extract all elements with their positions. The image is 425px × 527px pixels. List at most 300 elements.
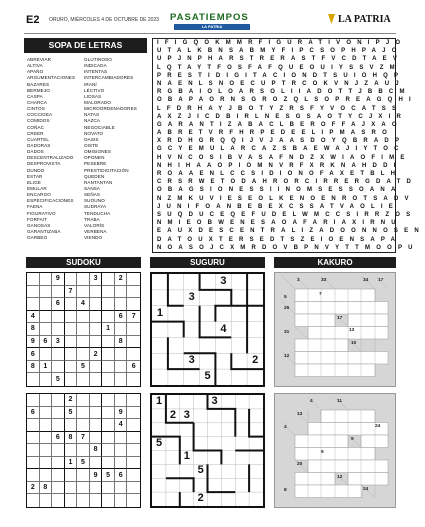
sudoku-cell[interactable]	[127, 444, 140, 457]
sudoku-puzzle-2	[26, 393, 141, 508]
sopa-word: MALORADO	[84, 99, 112, 105]
pasatiempos-logo	[166, 11, 258, 31]
sopa-word: CINTOS	[27, 106, 45, 112]
sudoku-cell[interactable]	[65, 298, 78, 311]
sudoku-cell[interactable]	[115, 323, 128, 336]
sopa-word: NOVATO	[84, 130, 104, 136]
sudoku-cell[interactable]: 6	[27, 348, 40, 361]
sopa-word: OPONEN	[84, 155, 105, 161]
sudoku-cell[interactable]: 6	[115, 469, 128, 482]
suguru-given-number: 4	[220, 322, 227, 335]
sudoku-cell[interactable]	[40, 298, 53, 311]
sudoku-cell[interactable]	[115, 348, 128, 361]
sopa-word: RANTANTAN	[84, 179, 113, 185]
sudoku-cell[interactable]: 4	[115, 419, 128, 432]
sudoku-cell[interactable]	[27, 457, 40, 470]
sudoku-cell[interactable]	[102, 394, 115, 407]
sudoku-cell[interactable]: 8	[40, 482, 53, 495]
suguru-given-number: 1	[183, 450, 190, 463]
sudoku-title: SUDOKU	[26, 257, 141, 268]
sopa-word: MICROORDENADORES	[84, 106, 137, 112]
sudoku-cell[interactable]	[77, 348, 90, 361]
sudoku-cell[interactable]	[65, 336, 78, 349]
sudoku-cell[interactable]: 5	[102, 469, 115, 482]
sudoku-cell[interactable]	[77, 273, 90, 286]
sudoku-cell[interactable]	[52, 444, 65, 457]
sudoku-cell[interactable]	[127, 432, 140, 445]
suguru-given-number: 3	[211, 394, 218, 407]
sudoku-cell[interactable]	[40, 311, 53, 324]
sudoku-cell[interactable]	[90, 336, 103, 349]
suguru-given-number: 3	[183, 408, 190, 421]
sudoku-cell[interactable]	[115, 482, 128, 495]
sopa-grid-row: HVNCOSIBVASAFNDZXWIAOFIME	[157, 154, 411, 161]
sopa-word: INDICADA	[84, 63, 107, 69]
sopa-grid-row: JUNIFOANBEBEXCSSATVAOLIE	[157, 203, 399, 210]
sopa-word: COÑAC	[27, 124, 45, 130]
sudoku-cell[interactable]	[65, 361, 78, 374]
sudoku-cell[interactable]	[102, 444, 115, 457]
sopa-words-left	[27, 57, 87, 241]
sudoku-puzzle-1	[26, 272, 141, 387]
sudoku-cell[interactable]	[65, 482, 78, 495]
sudoku-cell[interactable]	[102, 286, 115, 299]
sudoku-cell[interactable]	[77, 494, 90, 507]
sudoku-cell[interactable]	[40, 457, 53, 470]
sopa-words-right	[84, 57, 144, 241]
masthead: LA PATRIA	[338, 14, 391, 25]
kakuro-clue: 9	[321, 450, 324, 455]
suguru-given-number: 2	[169, 408, 176, 421]
sudoku-cell[interactable]	[102, 494, 115, 507]
sudoku-cell[interactable]	[27, 273, 40, 286]
sudoku-cell[interactable]: 6	[52, 298, 65, 311]
sudoku-cell[interactable]	[40, 373, 53, 386]
sudoku-cell[interactable]	[115, 394, 128, 407]
sudoku-cell[interactable]	[102, 298, 115, 311]
sopa-grid-row: IFIGQOKMMRFIGURATIVONIPJO	[157, 40, 407, 46]
sudoku-cell[interactable]	[102, 348, 115, 361]
sudoku-cell[interactable]	[102, 273, 115, 286]
sudoku-cell[interactable]	[90, 432, 103, 445]
sudoku-cell[interactable]: 6	[40, 336, 53, 349]
kakuro-clue: 4	[284, 425, 287, 430]
sudoku-cell[interactable]	[102, 361, 115, 374]
suguru-given-number: 5	[197, 464, 204, 477]
sudoku-cell[interactable]	[65, 469, 78, 482]
sudoku-cell[interactable]: 6	[52, 432, 65, 445]
sopa-grid-row: SUQDUCEQEFUDELWMCCSIRRZOS	[157, 211, 417, 218]
sudoku-cell[interactable]	[90, 482, 103, 495]
suguru-puzzle-2	[150, 393, 265, 508]
kakuro-clue: 34	[363, 278, 369, 283]
sudoku-cell[interactable]	[115, 494, 128, 507]
sopa-grid-row: AXZJICDBIRLNESGSAOTYCJXIR	[157, 113, 408, 120]
kakuro-clue: 20	[297, 462, 303, 467]
kakuro-puzzle-2	[274, 393, 396, 508]
sudoku-cell[interactable]	[77, 336, 90, 349]
sudoku-cell[interactable]: 1	[65, 457, 78, 470]
sudoku-cell[interactable]	[40, 407, 53, 420]
suguru-given-number: 3	[188, 290, 195, 303]
sudoku-cell[interactable]	[127, 494, 140, 507]
sopa-word: NEGOCIABLE	[84, 124, 115, 130]
sopa-word: NATAS	[84, 112, 100, 118]
sudoku-cell[interactable]	[127, 469, 140, 482]
kakuro-clue: 13	[349, 328, 355, 333]
sopa-grid-row: CRSRWETODAHRORCIRRERGDATD	[157, 179, 417, 186]
sudoku-cell[interactable]	[52, 361, 65, 374]
sudoku-cell[interactable]	[77, 373, 90, 386]
sudoku-cell[interactable]	[127, 286, 140, 299]
sopa-word: NAZCA	[84, 118, 101, 124]
sopa-grid-row: EAUXDESCENTRALIZADOONNOSEN	[157, 228, 425, 235]
sudoku-cell[interactable]: 2	[65, 394, 78, 407]
suguru-given-number: 3	[188, 354, 195, 367]
sudoku-cell[interactable]: 9	[115, 407, 128, 420]
sudoku-cell[interactable]	[127, 373, 140, 386]
sopa-title: SOPA DE LETRAS	[24, 38, 147, 53]
sudoku-cell[interactable]	[127, 419, 140, 432]
sopa-word: INTERCAMBIADORES	[84, 75, 134, 81]
sudoku-cell[interactable]: 6	[115, 311, 128, 324]
sopa-word: VALORÍS	[84, 222, 105, 228]
sopa-grid-row: ROAAENLCCSIDIONOFAXETBLH	[157, 171, 402, 177]
sopa-letter-grid	[152, 38, 425, 253]
sudoku-cell[interactable]	[52, 394, 65, 407]
sudoku-cell[interactable]	[77, 323, 90, 336]
sopa-grid-row: NHIHAAOPIOMNVRFXRKNAHDDI	[157, 162, 402, 169]
sopa-word: ESPECIFICACIONES	[27, 198, 74, 204]
sudoku-cell[interactable]	[40, 273, 53, 286]
sudoku-cell[interactable]	[40, 494, 53, 507]
sopa-word: LIOSAS	[84, 93, 102, 99]
suguru-given-number: 1	[156, 306, 164, 319]
kakuro-clue: 26	[284, 306, 290, 311]
kakuro-clue: 10	[351, 341, 357, 346]
sudoku-cell[interactable]	[102, 373, 115, 386]
sopa-word: ALTIVA	[27, 63, 43, 69]
sopa-word: LÉCTIVO	[84, 87, 105, 93]
sopa-word: DADORAS	[27, 142, 51, 148]
sudoku-cell[interactable]	[52, 286, 65, 299]
sopa-grid-row: PRESTIDIGITACIONDTSUIOHQP	[157, 72, 405, 79]
sopa-word: SUDRAYA	[84, 204, 107, 210]
sudoku-cell[interactable]	[127, 323, 140, 336]
sudoku-cell[interactable]	[40, 323, 53, 336]
date-line: ORURO, MIÉRCOLES 4 DE OCTUBRE DE 2023	[49, 17, 160, 23]
sopa-grid-row: UTALKBNSABMYFIPCSOPHPAJO	[157, 48, 403, 55]
kakuro-clue: 13	[297, 412, 303, 417]
sudoku-cell[interactable]	[40, 469, 53, 482]
sudoku-cell[interactable]	[77, 482, 90, 495]
logo-subtitle: LA PATRIA	[201, 24, 223, 29]
sudoku-cell[interactable]	[115, 457, 128, 470]
sopa-grid-row: LQTAYTFOSFAFQUEOUIYSSVZM	[157, 64, 401, 71]
sudoku-cell[interactable]: 1	[40, 361, 53, 374]
sudoku-cell[interactable]	[27, 394, 40, 407]
sopa-grid-row: NZMKUVIESEOLKENOENROTSADV	[157, 195, 415, 202]
sudoku-cell[interactable]	[90, 298, 103, 311]
kakuro-clue: 17	[378, 278, 384, 283]
sudoku-cell[interactable]	[102, 432, 115, 445]
suguru-puzzle-1	[150, 272, 265, 387]
sudoku-cell[interactable]	[65, 273, 78, 286]
kakuro-clue: 33	[321, 278, 327, 283]
sudoku-cell[interactable]	[27, 494, 40, 507]
sopa-word: DUNDO	[27, 167, 45, 173]
sudoku-cell[interactable]: 4	[77, 298, 90, 311]
sopa-grid-row: OBAGSIONESSIINOMSESSOANA	[157, 187, 402, 194]
sudoku-cell[interactable]	[52, 482, 65, 495]
sopa-grid-row: UPJNPHARSTRERASTFVCDTAEV	[157, 56, 404, 63]
suguru-given-number: 2	[197, 492, 204, 505]
sudoku-cell[interactable]	[115, 298, 128, 311]
masthead-mark-icon	[328, 14, 335, 24]
sopa-grid-row: XRDHGRQQIJVJAASDOYQBRADP	[157, 138, 406, 145]
sudoku-cell[interactable]: 8	[27, 323, 40, 336]
sopa-grid-row: NMIEOBWENESAOAFARIAXIRNU	[157, 220, 402, 227]
sopa-word: VERBENA	[84, 228, 107, 234]
sopa-word: DESPROVISTA	[27, 161, 61, 167]
sudoku-cell[interactable]: 8	[65, 432, 78, 445]
sudoku-cell[interactable]	[115, 361, 128, 374]
sudoku-cell[interactable]	[90, 407, 103, 420]
sudoku-cell[interactable]	[102, 407, 115, 420]
sopa-word: FAENA	[27, 204, 43, 210]
sudoku-cell[interactable]: 5	[52, 373, 65, 386]
sudoku-cell[interactable]	[127, 482, 140, 495]
suguru-given-number: 3	[220, 274, 227, 287]
sudoku-cell[interactable]	[77, 469, 90, 482]
sopa-word: ARGUMENTACIONES	[27, 75, 76, 81]
kakuro-clue: 3	[297, 278, 300, 283]
sudoku-cell[interactable]	[27, 298, 40, 311]
sudoku-cell[interactable]	[102, 482, 115, 495]
sopa-word: SANSA	[84, 185, 101, 191]
sopa-grid-row: RGBAIOLOARSOLIIADOTTJBBCM	[157, 89, 411, 96]
sudoku-cell[interactable]	[52, 348, 65, 361]
kakuro-clue: 12	[337, 475, 343, 480]
sopa-word: DADOS	[27, 149, 44, 155]
kakuro-title: KAKURO	[274, 257, 396, 268]
kakuro-grid-2	[275, 394, 395, 507]
sudoku-cell[interactable]	[40, 444, 53, 457]
sudoku-cell[interactable]: 5	[65, 407, 78, 420]
sopa-word: SUOUNO	[84, 198, 105, 204]
suguru-given-number: 1	[155, 394, 163, 407]
sopa-word: GLUTINOSO	[84, 57, 112, 62]
suguru-title: SUGURU	[150, 257, 265, 268]
sudoku-cell[interactable]	[102, 336, 115, 349]
sopa-word: APAÑO	[27, 69, 44, 75]
sudoku-cell[interactable]	[115, 432, 128, 445]
sudoku-cell[interactable]	[90, 394, 103, 407]
sudoku-cell[interactable]	[40, 286, 53, 299]
kakuro-clue: 11	[337, 399, 343, 404]
sudoku-cell[interactable]	[27, 469, 40, 482]
sudoku-cell[interactable]	[127, 298, 140, 311]
sopa-word: COCCIGEA	[27, 112, 53, 118]
sudoku-cell[interactable]	[77, 419, 90, 432]
page-number: E2	[26, 14, 40, 26]
sudoku-cell[interactable]: 9	[90, 469, 103, 482]
sudoku-cell[interactable]	[90, 457, 103, 470]
sudoku-cell[interactable]: 5	[77, 361, 90, 374]
suguru-given-number: 5	[155, 436, 163, 449]
sudoku-cell[interactable]	[90, 373, 103, 386]
sudoku-cell[interactable]	[90, 311, 103, 324]
sudoku-cell[interactable]: 9	[27, 336, 40, 349]
sudoku-cell[interactable]	[115, 373, 128, 386]
sudoku-cell[interactable]	[65, 494, 78, 507]
sudoku-cell[interactable]	[127, 336, 140, 349]
sopa-word: CREER	[27, 130, 44, 136]
logo-title: PASATIEMPOS	[170, 12, 249, 23]
sudoku-cell[interactable]: 8	[90, 444, 103, 457]
sudoku-cell[interactable]	[127, 457, 140, 470]
sopa-grid-row: NAENLSNOECUPTRCOKVNJZAUJ	[157, 80, 405, 87]
sudoku-cell[interactable]	[90, 286, 103, 299]
sudoku-cell[interactable]	[27, 444, 40, 457]
sudoku-cell[interactable]	[40, 348, 53, 361]
sudoku-cell[interactable]: 6	[27, 407, 40, 420]
kakuro-clue: 4	[310, 399, 313, 404]
sopa-word: ESTAR	[27, 173, 43, 179]
sopa-word: BAZARES	[27, 81, 50, 87]
sudoku-cell[interactable]	[77, 286, 90, 299]
sopa-word: IRANÍ	[84, 81, 97, 87]
suguru-grid-2	[152, 395, 263, 506]
sudoku-cell[interactable]	[27, 419, 40, 432]
kakuro-clue: 24	[375, 424, 381, 429]
sudoku-cell[interactable]	[40, 432, 53, 445]
kakuro-clue: 9	[351, 437, 354, 442]
sudoku-cell[interactable]	[127, 273, 140, 286]
sopa-word: OISTE	[84, 142, 99, 148]
sudoku-cell[interactable]	[52, 469, 65, 482]
sopa-grid-row: DATOUXTERSEDTSZEIOENSAPA	[157, 236, 402, 243]
sudoku-cell[interactable]: 2	[27, 482, 40, 495]
kakuro-clue: 8	[284, 488, 287, 493]
sudoku-cell[interactable]: 3	[90, 273, 103, 286]
logo-band	[174, 24, 250, 30]
kakuro-clue: 5	[284, 295, 287, 300]
sudoku-cell[interactable]	[90, 419, 103, 432]
sudoku-cell[interactable]	[90, 323, 103, 336]
sopa-word: GARBEO	[27, 235, 48, 241]
sudoku-cell[interactable]	[52, 419, 65, 432]
sopa-grid-row: GCYEMULARCAZSBAEWAJIYTOC	[157, 146, 405, 153]
sopa-word: QUEDEN	[84, 173, 105, 179]
sopa-word: VIENDO	[84, 235, 103, 241]
sudoku-cell[interactable]	[102, 311, 115, 324]
sudoku-cell[interactable]	[77, 444, 90, 457]
sudoku-cell[interactable]: 3	[52, 336, 65, 349]
sopa-word: GANOSAS	[27, 222, 51, 228]
sudoku-cell[interactable]: 6	[127, 361, 140, 374]
sopa-word: ABREVIAR	[27, 57, 52, 62]
sopa-word: OMISIONES	[84, 149, 111, 155]
sopa-word: GARANTIZABA	[27, 228, 61, 234]
sudoku-cell[interactable]	[65, 311, 78, 324]
sopa-word: ENCARGO	[27, 192, 51, 198]
sopa-word: BERMEJO	[27, 87, 50, 93]
sudoku-cell[interactable]	[77, 394, 90, 407]
sudoku-cell[interactable]: 2	[115, 273, 128, 286]
sudoku-cell[interactable]	[127, 348, 140, 361]
sudoku-cell[interactable]	[65, 373, 78, 386]
kakuro-clue: 17	[337, 316, 343, 321]
sudoku-cell[interactable]: 4	[27, 311, 40, 324]
sudoku-cell[interactable]: 9	[52, 273, 65, 286]
sudoku-cell[interactable]: 7	[65, 286, 78, 299]
header-rule	[24, 33, 396, 34]
sudoku-cell[interactable]	[65, 323, 78, 336]
sudoku-cell[interactable]	[27, 286, 40, 299]
sudoku-cell[interactable]	[115, 286, 128, 299]
sopa-word: OASIS	[84, 136, 99, 142]
sudoku-cell[interactable]	[90, 494, 103, 507]
sopa-word-list	[24, 38, 147, 253]
sudoku-cell[interactable]	[52, 323, 65, 336]
sopa-word: TENDUCHA	[84, 210, 111, 216]
sopa-word: INTENTAS	[84, 69, 108, 75]
sudoku-cell[interactable]	[52, 494, 65, 507]
suguru-grid-1	[152, 274, 263, 385]
sudoku-cell[interactable]	[65, 348, 78, 361]
kakuro-clue: 7	[319, 292, 322, 297]
sudoku-cell[interactable]	[127, 407, 140, 420]
sopa-word: SEÑAS	[84, 192, 101, 198]
sopa-word: FORFAIT	[27, 216, 48, 222]
sudoku-cell[interactable]	[40, 419, 53, 432]
sudoku-cell[interactable]	[27, 373, 40, 386]
sudoku-cell[interactable]	[52, 407, 65, 420]
kakuro-clue: 24	[363, 487, 369, 492]
sudoku-cell[interactable]	[52, 457, 65, 470]
sopa-grid-row: NOASOJCXMRDOVBPNVYTTMOOPU	[157, 244, 419, 251]
sudoku-cell[interactable]	[40, 394, 53, 407]
sudoku-cell[interactable]	[115, 444, 128, 457]
sopa-grid-row: ABRETVRFHRPEDEELIPMASRO	[157, 130, 393, 137]
sudoku-cell[interactable]: 8	[115, 336, 128, 349]
kakuro-clue: 12	[284, 354, 290, 359]
sudoku-cell[interactable]	[127, 394, 140, 407]
sudoku-cell[interactable]	[52, 311, 65, 324]
sopa-word: TRABA	[84, 216, 100, 222]
sudoku-cell[interactable]	[102, 419, 115, 432]
sudoku-cell[interactable]	[77, 311, 90, 324]
sopa-word: EMULAR	[27, 185, 47, 191]
sudoku-cell[interactable]: 7	[77, 432, 90, 445]
sudoku-cell[interactable]: 8	[27, 361, 40, 374]
sudoku-cell[interactable]	[102, 457, 115, 470]
sudoku-cell[interactable]	[77, 407, 90, 420]
sudoku-cell[interactable]: 7	[127, 311, 140, 324]
sudoku-cell[interactable]: 1	[102, 323, 115, 336]
sudoku-cell[interactable]	[90, 361, 103, 374]
sopa-word: CHARCA	[27, 99, 47, 105]
sudoku-cell[interactable]: 5	[77, 457, 90, 470]
suguru-given-number: 2	[252, 354, 259, 367]
sudoku-cell[interactable]	[65, 444, 78, 457]
sudoku-cell[interactable]: 2	[90, 348, 103, 361]
sopa-word: COMIDOS	[27, 118, 50, 124]
suguru-given-number: 5	[204, 370, 211, 383]
sudoku-cell[interactable]	[27, 432, 40, 445]
sudoku-cell[interactable]	[65, 419, 78, 432]
